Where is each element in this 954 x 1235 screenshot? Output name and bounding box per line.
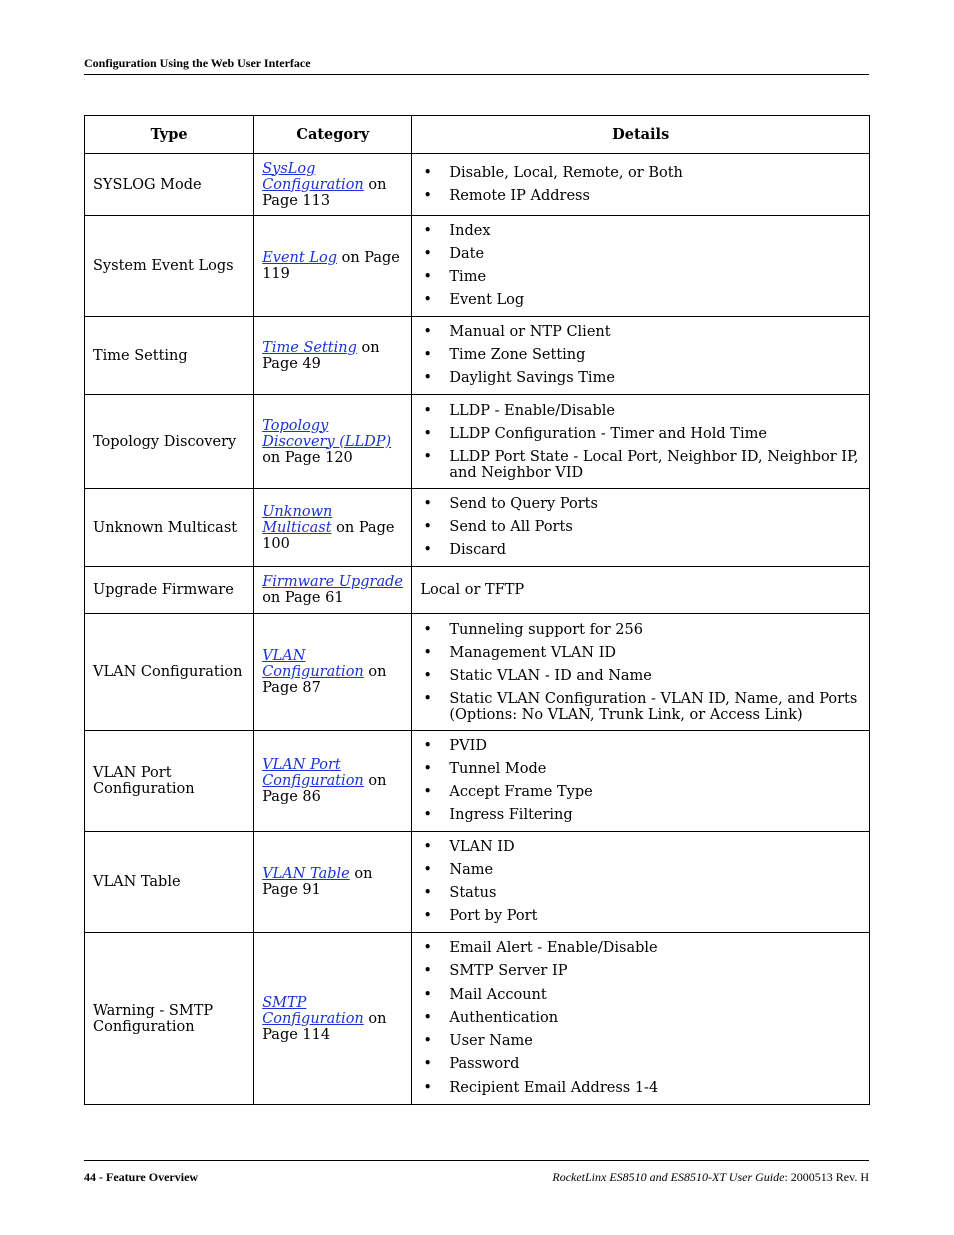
table-row	[85, 395, 870, 489]
category-cell	[254, 395, 412, 489]
detail-item: • SMTP Server IP	[420, 960, 861, 983]
table-header-row	[85, 116, 870, 154]
page-ref: on Page 87	[262, 664, 387, 696]
page-ref: on Page 100	[262, 519, 395, 552]
page-ref: on Page 86	[262, 773, 387, 805]
details-cell	[412, 933, 870, 1105]
details-cell	[412, 395, 870, 489]
type-cell: Time Setting	[85, 317, 254, 395]
feature-table	[84, 115, 870, 1105]
table-row	[85, 489, 870, 567]
type-cell: VLAN Table	[85, 832, 254, 933]
type-cell: Upgrade Firmware	[85, 567, 254, 614]
details-list	[420, 403, 861, 481]
detail-item: • Time	[420, 266, 861, 289]
category-link[interactable]: Topology Discovery (LLDP)	[262, 417, 392, 450]
details-cell	[412, 614, 870, 731]
detail-item: • Time Zone Setting	[420, 344, 861, 367]
detail-item: • VLAN ID	[420, 836, 861, 859]
category-cell	[254, 317, 412, 395]
detail-item: • Ingress Filtering	[420, 804, 861, 827]
details-list	[420, 937, 861, 1100]
type-cell: Warning - SMTP Configuration	[85, 933, 254, 1105]
detail-item: • Send to All Ports	[420, 516, 861, 539]
detail-item: • LLDP Port State - Local Port, Neighbor ID, Neighbor IP, and Neighbor VID	[420, 449, 861, 481]
detail-item: • Management VLAN ID	[420, 645, 861, 661]
category-link[interactable]: SMTP Configuration	[262, 994, 364, 1027]
document-name: RocketLinx ES8510 and ES8510-XT User Guide	[552, 1170, 785, 1184]
detail-item: • Daylight Savings Time	[420, 367, 861, 390]
details-cell: Local or TFTP	[412, 567, 870, 614]
type-cell: Unknown Multicast	[85, 489, 254, 567]
category-cell	[254, 216, 412, 317]
page-ref: on Page 113	[262, 176, 387, 209]
detail-item: • Port by Port	[420, 905, 861, 928]
details-list	[420, 836, 861, 928]
category-link[interactable]: VLAN Table	[262, 866, 350, 882]
page-ref: on Page 49	[262, 339, 380, 372]
details-list	[420, 220, 861, 312]
detail-item: • User Name	[420, 1030, 861, 1053]
detail-item: • Remote IP Address	[420, 188, 861, 204]
detail-item: • Date	[420, 243, 861, 266]
page-ref: on Page 119	[262, 250, 400, 282]
category-cell	[254, 489, 412, 567]
page-ref: on Page 114	[262, 1010, 387, 1043]
detail-item: • LLDP Configuration - Timer and Hold Time	[420, 426, 861, 442]
detail-item: • Static VLAN Configuration - VLAN ID, Name, and Ports (Options: No VLAN, Trunk Link, or Access Link)	[420, 691, 861, 723]
running-header: Configuration Using the Web User Interface	[84, 56, 869, 75]
category-link[interactable]: Firmware Upgrade	[262, 574, 403, 590]
details-list	[420, 493, 861, 562]
table-row	[85, 933, 870, 1105]
page-ref: on Page 91	[262, 866, 373, 898]
details-list	[420, 622, 861, 723]
category-cell	[254, 614, 412, 731]
detail-item: • Accept Frame Type	[420, 781, 861, 804]
details-cell	[412, 832, 870, 933]
page-footer	[84, 1160, 869, 1184]
detail-item: • Tunnel Mode	[420, 758, 861, 781]
table-row	[85, 614, 870, 731]
type-cell: Topology Discovery	[85, 395, 254, 489]
category-cell	[254, 154, 412, 216]
detail-item: • Email Alert - Enable/Disable	[420, 937, 861, 960]
detail-item: • Discard	[420, 539, 861, 562]
detail-item: • PVID	[420, 735, 861, 758]
column-header-category: Category	[254, 116, 412, 154]
detail-item: • Recipient Email Address 1-4	[420, 1077, 861, 1100]
detail-item: • Disable, Local, Remote, or Both	[420, 165, 861, 181]
details-cell	[412, 489, 870, 567]
column-header-type: Type	[85, 116, 254, 154]
details-cell	[412, 154, 870, 216]
details-list	[420, 735, 861, 827]
category-link[interactable]: VLAN Configuration	[262, 648, 364, 680]
detail-item: • Mail Account	[420, 984, 861, 1007]
detail-item: • Password	[420, 1053, 861, 1076]
detail-item: • Static VLAN - ID and Name	[420, 668, 861, 684]
page-ref: on Page 61	[262, 590, 344, 606]
detail-item: • Index	[420, 220, 861, 243]
details-cell	[412, 216, 870, 317]
table-row	[85, 216, 870, 317]
category-cell	[254, 567, 412, 614]
table-row	[85, 832, 870, 933]
details-list	[420, 165, 861, 204]
detail-item: • Send to Query Ports	[420, 493, 861, 516]
type-cell: SYSLOG Mode	[85, 154, 254, 216]
detail-item: • Tunneling support for 256	[420, 622, 861, 638]
details-cell	[412, 317, 870, 395]
category-link[interactable]: SysLog Configuration	[262, 160, 364, 193]
detail-item: • LLDP - Enable/Disable	[420, 403, 861, 419]
category-link[interactable]: Time Setting	[262, 339, 357, 356]
detail-item: • Authentication	[420, 1007, 861, 1030]
page-ref: on Page 120	[262, 449, 353, 466]
table-row	[85, 567, 870, 614]
detail-item: • Name	[420, 859, 861, 882]
category-cell	[254, 832, 412, 933]
type-cell: System Event Logs	[85, 216, 254, 317]
type-cell: VLAN Port Configuration	[85, 731, 254, 832]
document-revision: : 2000513 Rev. H	[784, 1170, 869, 1184]
page-number-label: 44 - Feature Overview	[84, 1170, 199, 1184]
table-row	[85, 154, 870, 216]
category-cell	[254, 731, 412, 832]
document-title	[552, 1170, 869, 1185]
detail-item: • Status	[420, 882, 861, 905]
table-row	[85, 731, 870, 832]
details-list	[420, 321, 861, 390]
detail-item: • Manual or NTP Client	[420, 321, 861, 344]
details-cell	[412, 731, 870, 832]
detail-item: • Event Log	[420, 289, 861, 312]
type-cell: VLAN Configuration	[85, 614, 254, 731]
column-header-details: Details	[412, 116, 870, 154]
category-cell	[254, 933, 412, 1105]
category-link[interactable]: Event Log	[262, 250, 337, 266]
table-row	[85, 317, 870, 395]
category-link[interactable]: VLAN Port Configuration	[262, 757, 364, 789]
category-link[interactable]: Unknown Multicast	[262, 503, 333, 536]
